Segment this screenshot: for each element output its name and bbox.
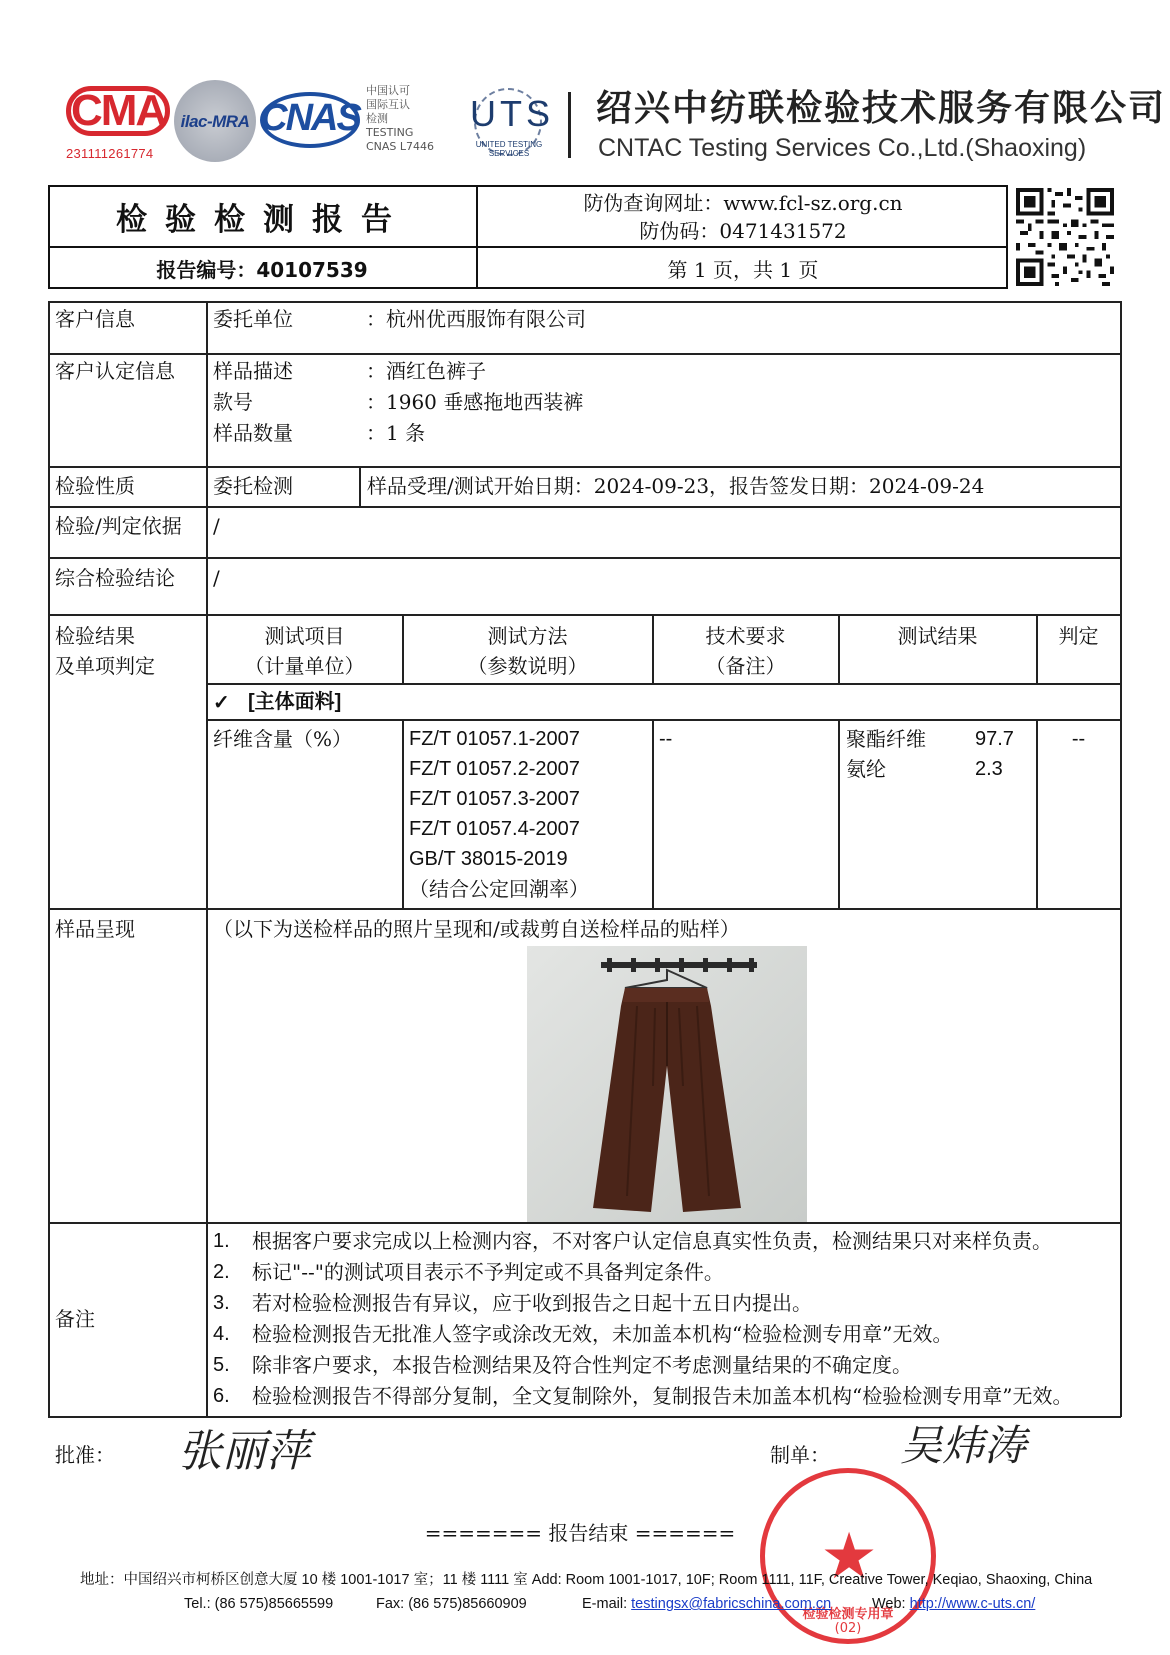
requirement-value: -- [659,728,673,750]
cnas-logo [260,82,360,158]
prepare-label: 制单： [770,1443,830,1467]
approver-signature: 张丽萍 [178,1426,310,1477]
antifake-url: 防伪查询网址：www.fcl-sz.org.cn [583,191,903,215]
remark-text: 检验检测报告无批准人签字或涂改无效，未加盖本机构“检验检测专用章”无效。 [252,1322,953,1346]
remark-number: 4. [213,1323,230,1345]
column-header-method: 测试方法 [487,624,568,648]
section-label-inspection-type: 检验性质 [55,474,135,498]
cnas-accreditation-text [366,84,476,154]
group-name: [主体面料] [248,691,342,713]
table-row-divider [48,908,1121,910]
section-label-basis: 检验/判定依据 [55,514,182,538]
test-method: GB/T 38015-2019 [409,848,568,870]
footer-tel: Tel.: (86 575)85665599 [184,1596,334,1612]
cnas-line: TESTING [366,126,414,139]
test-method: FZ/T 01057.2-2007 [409,758,580,780]
star-icon: ★ [820,1520,878,1594]
remark-number: 3. [213,1292,230,1314]
company-name-cn: 绍兴中纺联检验技术服务有限公司 [596,87,1167,129]
remark-text: 标记"--"的测试项目表示不予判定或不具备判定条件。 [252,1260,724,1284]
web-link[interactable]: http://www.c-uts.cn/ [909,1596,1036,1612]
section-label-results: 检验结果 [55,624,135,648]
uts-logo [470,84,554,162]
cma-logo [66,86,170,164]
fiber-value: 2.3 [975,758,1003,780]
check-icon: ✓ [213,690,230,714]
ilac-mra-logo [174,80,256,162]
sample-qty-label: 样品数量 [213,421,293,445]
judgement-value: -- [1071,728,1086,750]
footer-fax: Fax: (86 575)85660909 [376,1596,527,1612]
fiber-name: 聚酯纤维 [846,727,926,751]
section-label-customer: 客户信息 [55,307,135,331]
report-end-marker: ======= 报告结束 ====== [424,1521,736,1545]
preparer-signature: 吴炜涛 [900,1421,1027,1470]
remark-text: 根据客户要求完成以上检测内容，不对客户认定信息真实性负责，检测结果只对来样负责。 [252,1229,1052,1253]
qr-code-icon[interactable] [1016,188,1114,286]
sample-qty-value: ：1 条 [366,421,426,445]
table-row-divider [48,557,1121,559]
table-column-divider [838,719,840,909]
table-border [48,301,1121,303]
remark-text: 若对检验检测报告有异议，应于收到报告之日起十五日内提出。 [252,1291,812,1315]
test-method: FZ/T 01057.3-2007 [409,788,580,810]
table-border [48,301,50,1417]
cnas-logo-text: CNAS [260,97,360,139]
table-row-divider [206,683,1121,685]
test-method: FZ/T 01057.4-2007 [409,818,580,840]
header-divider [568,92,571,158]
sample-photo [527,946,807,1222]
footer-web [872,1594,1035,1614]
web-label: Web: [872,1596,910,1612]
section-label-conclusion: 综合检验结论 [55,566,175,590]
cnas-line: CNAS L7446 [366,140,435,153]
email-label: E-mail: [582,1596,632,1612]
cma-number: 231111261774 [66,146,154,161]
company-name-en: CNTAC Testing Services Co.,Ltd.(Shaoxing) [598,134,1087,162]
report-title: 检验检测报告 [116,201,410,238]
table-row-divider [48,614,1121,616]
section-label-results-2: 及单项判定 [55,654,155,678]
email-link[interactable]: testingsx@fabricschina.com.cn [631,1596,832,1612]
antifake-code: 防伪码：0471431572 [639,219,847,243]
test-method: FZ/T 01057.1-2007 [409,728,580,750]
approve-label: 批准： [55,1443,115,1467]
entrust-value: ：杭州优西服饰有限公司 [366,307,586,331]
table-column-divider [402,719,404,909]
table-column-divider [206,301,208,1417]
table-row-divider [206,719,1121,721]
fiber-name: 氨纶 [846,757,886,781]
table-row-divider [48,1222,1121,1224]
uts-logo-text: UTS [470,93,554,134]
style-no-value: ：1960 垂感拖地西装裤 [366,390,584,414]
style-no-label: 款号 [213,390,253,414]
column-header-method-note: （参数说明） [467,654,588,678]
section-label-remarks: 备注 [55,1307,95,1331]
report-number: 报告编号：40107539 [156,257,368,282]
remark-number: 6. [213,1385,230,1407]
test-method-note: （结合公定回潮率） [409,877,589,901]
footer-address: 地址：中国绍兴市柯桥区创意大厦 10 楼 1001-1017 室；11 楼 1111 室 Add: Room 1001-1017, 10F; Room 1111, 11F, Creative Tower, Keqiao, Shaoxing, China [80,1572,1093,1588]
remark-text: 除非客户要求，本报告检测结果及符合性判定不考虑测量结果的不确定度。 [252,1353,912,1377]
table-row-divider [48,466,1121,468]
stamp-sub: 检验检测专用章 [802,1607,894,1622]
remark-number: 2. [213,1261,230,1283]
inspection-type-value: 委托检测 [213,474,293,498]
sample-desc-value: ：酒红色裤子 [366,359,486,383]
table-column-divider [359,466,361,507]
table-column-divider [652,719,654,909]
column-header-item: 测试项目 [264,624,345,648]
fiber-value: 97.7 [975,728,1014,750]
footer-email [582,1594,831,1614]
remark-number: 1. [213,1230,230,1252]
table-row-divider [48,353,1121,355]
remark-text: 检验检测报告不得部分复制，全文复制除外，复制报告未加盖本机构“检验检测专用章”无效。 [252,1384,1073,1408]
basis-value: / [213,514,220,538]
column-header-result: 测试结果 [897,624,978,648]
table-border [1120,301,1122,1417]
section-label-customer-confirmed: 客户认定信息 [55,359,175,383]
cnas-line: 国际互认 [366,98,410,111]
conclusion-value: / [213,566,220,590]
column-header-judgement: 判定 [1058,624,1099,648]
column-header-requirement: 技术要求 [705,624,786,648]
official-seal-stamp [760,1468,936,1644]
remark-number: 5. [213,1354,230,1376]
stamp-number: (02) [834,1621,862,1636]
table-row-divider [48,506,1121,508]
test-item: 纤维含量（%） [213,727,353,751]
column-header-item-unit: （计量单位） [244,654,365,678]
sample-caption: （以下为送检样品的照片呈现和/或裁剪自送检样品的贴样） [213,917,740,941]
ilac-mra-logo-text: ilac-MRA [180,112,250,131]
sample-desc-label: 样品描述 [213,359,293,383]
page-indicator: 第 1 页，共 1 页 [667,257,819,282]
uts-logo-subtext: UNITED TESTING SERVICES [475,140,543,158]
cnas-line: 检测 [366,112,388,125]
entrust-label: 委托单位 [213,307,293,331]
column-header-requirement-note: （备注） [705,654,786,678]
inspection-dates: 样品受理/测试开始日期：2024-09-23，报告签发日期：2024-09-24 [367,474,985,498]
cma-logo-mark: CMA [66,86,170,136]
section-label-sample: 样品呈现 [55,917,135,941]
cnas-line: 中国认可 [366,84,410,97]
